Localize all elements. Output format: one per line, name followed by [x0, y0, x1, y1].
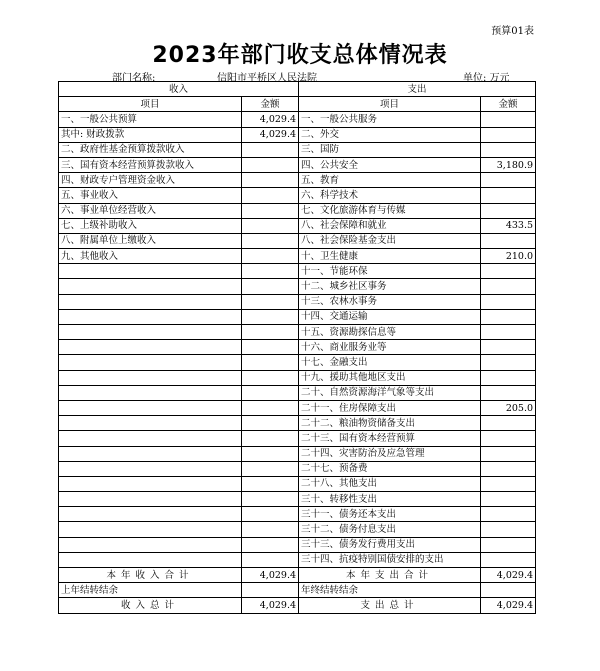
expense-item-cell: 二、外交: [299, 127, 481, 142]
expense-amount-cell: [481, 142, 536, 157]
income-item-cell: 一、一般公共预算: [59, 112, 242, 127]
table-row: [59, 127, 536, 142]
income-amount-cell: [242, 218, 299, 233]
income-amount-cell: [242, 446, 299, 461]
table-row: [59, 340, 536, 355]
table-row: [59, 461, 536, 476]
income-item-cell: 六、事业单位经营收入: [59, 203, 242, 218]
table-row: [59, 552, 536, 567]
table-row: [59, 233, 536, 248]
table-row: [59, 218, 536, 233]
expense-item-header: 项目: [299, 97, 481, 112]
expense-item-cell: 三十一、债务还本支出: [299, 507, 481, 522]
expense-amount-cell: [481, 294, 536, 309]
income-amount-cell: [242, 522, 299, 537]
year-income-label: 本年收入合计: [59, 568, 242, 583]
income-amount-cell: [242, 507, 299, 522]
dept-label: 部门名称:: [112, 73, 156, 84]
expense-amount-cell: 3,180.9: [481, 157, 536, 172]
table-row: [59, 476, 536, 491]
expense-amount-cell: [481, 173, 536, 188]
income-amount-cell: [242, 476, 299, 491]
form-code: 预算01表: [491, 26, 534, 37]
income-amount-cell: [242, 355, 299, 370]
expense-item-cell: 十九、援助其他地区支出: [299, 370, 481, 385]
expense-item-cell: 四、公共安全: [299, 157, 481, 172]
income-amount-cell: [242, 416, 299, 431]
expense-amount-cell: [481, 446, 536, 461]
income-item-cell: 九、其他收入: [59, 249, 242, 264]
expense-item-cell: 三十四、抗疫特别国债安排的支出: [299, 552, 481, 567]
expense-item-cell: 十六、商业服务业等: [299, 340, 481, 355]
dept-name: 信阳市平桥区人民法院: [217, 73, 317, 84]
expense-total-value: 4,029.4: [481, 598, 536, 613]
year-income-value: 4,029.4: [242, 568, 299, 583]
income-item-cell: [59, 264, 242, 279]
table-row: [59, 279, 536, 294]
table-row: [59, 355, 536, 370]
table-row: [59, 400, 536, 415]
income-amount-cell: [242, 461, 299, 476]
expense-item-cell: 十三、农林水事务: [299, 294, 481, 309]
expense-item-cell: 一、一般公共服务: [299, 112, 481, 127]
income-amount-cell: [242, 309, 299, 324]
carry-in-label: 上年结转结余: [59, 583, 242, 598]
expense-amount-cell: [481, 188, 536, 203]
carry-out-value: [481, 583, 536, 598]
income-amount-cell: [242, 385, 299, 400]
income-item-cell: [59, 522, 242, 537]
table-row: [59, 507, 536, 522]
expense-item-cell: 六、科学技术: [299, 188, 481, 203]
expense-header: 支出: [299, 82, 536, 97]
table-row: [59, 294, 536, 309]
year-total-row: [59, 568, 536, 583]
carry-row: [59, 583, 536, 598]
expense-amount-header: 金额: [481, 97, 536, 112]
expense-amount-cell: [481, 552, 536, 567]
year-expense-value: 4,029.4: [481, 568, 536, 583]
income-header: 收入: [59, 82, 299, 97]
income-item-cell: [59, 431, 242, 446]
table-row: [59, 446, 536, 461]
income-amount-cell: [242, 340, 299, 355]
income-item-cell: 五、事业收入: [59, 188, 242, 203]
table-row: [59, 416, 536, 431]
expense-amount-cell: [481, 264, 536, 279]
unit-label: 单位: 万元: [463, 73, 510, 84]
expense-total-label: 支出总计: [299, 598, 481, 613]
expense-amount-cell: [481, 507, 536, 522]
expense-item-cell: 八、社会保障和就业: [299, 218, 481, 233]
income-amount-cell: [242, 552, 299, 567]
expense-amount-cell: [481, 355, 536, 370]
expense-amount-cell: 210.0: [481, 249, 536, 264]
expense-amount-cell: [481, 476, 536, 491]
income-item-cell: [59, 461, 242, 476]
table-row: [59, 142, 536, 157]
income-amount-cell: [242, 249, 299, 264]
income-amount-cell: 4,029.4: [242, 127, 299, 142]
income-item-cell: [59, 385, 242, 400]
income-total-label: 收入总计: [59, 598, 242, 613]
expense-amount-cell: [481, 385, 536, 400]
table-row: [59, 431, 536, 446]
expense-amount-cell: [481, 537, 536, 552]
income-item-cell: 七、上级补助收入: [59, 218, 242, 233]
expense-item-cell: 二十、自然资源海洋气象等支出: [299, 385, 481, 400]
expense-amount-cell: [481, 340, 536, 355]
income-amount-cell: [242, 279, 299, 294]
expense-item-cell: 十五、资源勘探信息等: [299, 325, 481, 340]
expense-item-cell: 三十三、债务发行费用支出: [299, 537, 481, 552]
income-item-cell: [59, 309, 242, 324]
expense-item-cell: 七、文化旅游体育与传媒: [299, 203, 481, 218]
table-row: [59, 385, 536, 400]
table-row: [59, 370, 536, 385]
table-row: [59, 249, 536, 264]
income-amount-cell: [242, 157, 299, 172]
expense-item-cell: 二十八、其他支出: [299, 476, 481, 491]
table-row: [59, 157, 536, 172]
expense-item-cell: 三十、转移性支出: [299, 492, 481, 507]
expense-item-cell: 十四、交通运输: [299, 309, 481, 324]
income-item-cell: [59, 370, 242, 385]
income-item-cell: 其中: 财政拨款: [59, 127, 242, 142]
expense-amount-cell: [481, 416, 536, 431]
expense-item-cell: 八、社会保险基金支出: [299, 233, 481, 248]
income-amount-cell: [242, 233, 299, 248]
income-amount-cell: [242, 537, 299, 552]
income-item-cell: [59, 325, 242, 340]
income-amount-header: 金额: [242, 97, 299, 112]
header-row-group: [59, 82, 536, 97]
income-item-cell: [59, 355, 242, 370]
income-amount-cell: [242, 325, 299, 340]
year-expense-label: 本年支出合计: [299, 568, 481, 583]
table-row: [59, 112, 536, 127]
table-row: [59, 203, 536, 218]
table-row: [59, 188, 536, 203]
expense-item-cell: 二十二、粮油物资储备支出: [299, 416, 481, 431]
income-amount-cell: [242, 203, 299, 218]
table-row: [59, 309, 536, 324]
expense-item-cell: 五、教育: [299, 173, 481, 188]
expense-item-cell: 十二、城乡社区事务: [299, 279, 481, 294]
income-item-cell: 三、国有资本经营预算拨款收入: [59, 157, 242, 172]
expense-amount-cell: [481, 522, 536, 537]
expense-item-cell: 二十四、灾害防治及应急管理: [299, 446, 481, 461]
income-item-header: 项目: [59, 97, 242, 112]
expense-amount-cell: [481, 370, 536, 385]
expense-amount-cell: [481, 309, 536, 324]
income-amount-cell: [242, 264, 299, 279]
expense-amount-cell: 205.0: [481, 400, 536, 415]
income-item-cell: [59, 492, 242, 507]
expense-item-cell: 二十一、住房保障支出: [299, 400, 481, 415]
table-row: [59, 325, 536, 340]
income-item-cell: 八、附属单位上缴收入: [59, 233, 242, 248]
carry-in-value: [242, 583, 299, 598]
expense-item-cell: 三十二、债务付息支出: [299, 522, 481, 537]
table-row: [59, 537, 536, 552]
expense-item-cell: 十一、节能环保: [299, 264, 481, 279]
expense-amount-cell: [481, 325, 536, 340]
budget-table: [58, 81, 536, 614]
header-row-columns: [59, 97, 536, 112]
income-total-value: 4,029.4: [242, 598, 299, 613]
expense-amount-cell: [481, 203, 536, 218]
income-amount-cell: 4,029.4: [242, 112, 299, 127]
income-item-cell: [59, 294, 242, 309]
expense-item-cell: 二十三、国有资本经营预算: [299, 431, 481, 446]
income-item-cell: [59, 416, 242, 431]
page-title: 2023年部门收支总体情况表: [152, 43, 448, 68]
income-amount-cell: [242, 400, 299, 415]
income-item-cell: [59, 279, 242, 294]
income-item-cell: 二、政府性基金预算拨款收入: [59, 142, 242, 157]
grand-total-row: [59, 598, 536, 613]
expense-item-cell: 二十七、预备费: [299, 461, 481, 476]
expense-amount-cell: [481, 492, 536, 507]
expense-amount-cell: [481, 127, 536, 142]
table-row: [59, 492, 536, 507]
income-item-cell: [59, 446, 242, 461]
expense-item-cell: 十七、金融支出: [299, 355, 481, 370]
income-amount-cell: [242, 492, 299, 507]
income-amount-cell: [242, 188, 299, 203]
expense-amount-cell: 433.5: [481, 218, 536, 233]
income-item-cell: [59, 400, 242, 415]
income-amount-cell: [242, 294, 299, 309]
income-amount-cell: [242, 142, 299, 157]
expense-amount-cell: [481, 233, 536, 248]
income-amount-cell: [242, 173, 299, 188]
expense-item-cell: 三、国防: [299, 142, 481, 157]
table-row: [59, 173, 536, 188]
table-row: [59, 522, 536, 537]
carry-out-label: 年终结转结余: [299, 583, 481, 598]
expense-amount-cell: [481, 279, 536, 294]
expense-amount-cell: [481, 431, 536, 446]
income-item-cell: [59, 552, 242, 567]
income-amount-cell: [242, 370, 299, 385]
expense-amount-cell: [481, 112, 536, 127]
expense-item-cell: 十、卫生健康: [299, 249, 481, 264]
income-item-cell: 四、财政专户管理资金收入: [59, 173, 242, 188]
table-row: [59, 264, 536, 279]
income-item-cell: [59, 340, 242, 355]
income-item-cell: [59, 537, 242, 552]
income-amount-cell: [242, 431, 299, 446]
expense-amount-cell: [481, 461, 536, 476]
income-item-cell: [59, 476, 242, 491]
income-item-cell: [59, 507, 242, 522]
